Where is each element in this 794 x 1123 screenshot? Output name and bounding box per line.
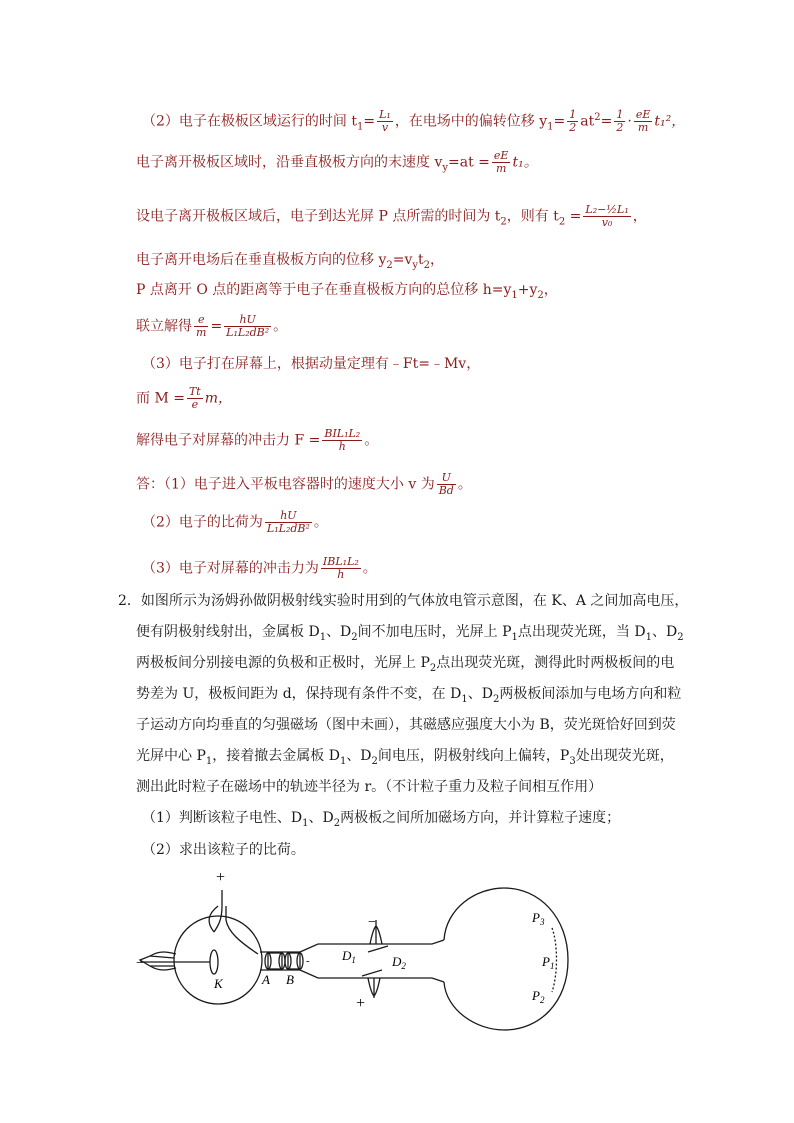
text: ，	[430, 252, 445, 268]
text: 。	[313, 514, 328, 531]
sub: 1	[319, 631, 327, 643]
sub: y	[412, 259, 419, 271]
text: ，在电场中的偏转位移 y	[394, 113, 548, 130]
left-neck	[140, 956, 174, 966]
numerator: e	[197, 313, 205, 326]
text: 便有阴极射线射出，金属板 D	[136, 624, 320, 640]
label-D2	[391, 954, 406, 971]
text: 如图所示为汤姆孙做阴极射线实验时用到的气体放电管示意图，在 K、A 之间加高电压，	[140, 593, 689, 609]
numerator: L₁	[379, 108, 391, 122]
sub: 3	[569, 755, 576, 767]
plus-bottom-label: +	[356, 995, 366, 1012]
denominator: v₀	[583, 216, 630, 229]
text: t₁。	[512, 154, 538, 171]
sub: 2	[333, 817, 341, 829]
denominator: v	[377, 121, 393, 134]
sub: 1	[356, 121, 364, 133]
text: =	[600, 113, 613, 130]
denominator: L₁L₂dB²	[226, 326, 270, 339]
text: 设电子离开极板区域后，电子到达光屏 P 点所需的时间为 t	[136, 208, 501, 225]
numerator: BIL₁L₂	[324, 427, 361, 440]
text: t₁²，	[654, 113, 686, 130]
text: 、D	[346, 748, 372, 764]
sub: 1	[339, 755, 347, 767]
sub: 2	[558, 216, 566, 228]
P1-main: P	[542, 954, 550, 969]
sub: 2	[423, 259, 431, 271]
sub: y	[442, 162, 449, 174]
text: 点出现荧光斑，当 D	[517, 624, 646, 640]
text: ，	[543, 282, 558, 298]
text: =v	[392, 252, 413, 268]
label-P2	[531, 988, 545, 1005]
text: ，接着撤去金属板 D	[212, 748, 340, 764]
numerator: hU	[280, 509, 297, 522]
text: =at =	[448, 154, 490, 171]
numerator: eE	[493, 149, 509, 162]
label-D1	[341, 948, 356, 965]
plus-top-label: +	[216, 869, 226, 886]
numerator: eE	[635, 108, 651, 122]
label-K: K	[214, 976, 223, 991]
denominator: 2	[616, 121, 624, 135]
P1-sub: 1	[549, 961, 555, 971]
text: =	[553, 113, 566, 130]
denominator: e	[187, 398, 203, 411]
text: ，则有 t	[506, 208, 559, 225]
label-A: A	[262, 972, 270, 987]
text: 两极板之间所加磁场方向，并计算粒子速度；	[340, 810, 621, 826]
text: （2）电子的比荷为	[142, 514, 263, 531]
numerator: L₂−½L₁	[585, 203, 629, 216]
deflect-tube-bottom	[300, 970, 444, 982]
text: +y	[517, 282, 538, 298]
denominator: h	[322, 440, 362, 453]
text: 。	[362, 560, 377, 577]
plate-D1	[368, 946, 388, 952]
text: t	[418, 252, 424, 268]
fluorescent-screen	[549, 928, 557, 992]
text: 、D	[467, 686, 493, 702]
text: 测出此时粒子在磁场中的轨迹半径为 r。（不计粒子重力及粒子间相互作用）	[136, 779, 603, 795]
text: 间电压，阴极射线向上偏转，P	[377, 748, 570, 764]
label-B: B	[286, 972, 294, 987]
left-neck-top	[150, 952, 176, 956]
sub: 2	[537, 289, 544, 301]
label-P3	[531, 910, 545, 927]
numerator: 1	[616, 108, 624, 122]
text: P 点离开 O 点的距离等于电子在垂直极板方向的总位移 h=y	[136, 282, 512, 298]
P2-sub: 2	[539, 995, 545, 1005]
sub: 2	[429, 662, 437, 674]
sub: 2	[677, 631, 684, 643]
text: 、D	[308, 810, 334, 826]
text: m，	[204, 390, 233, 407]
text: 。	[457, 476, 472, 493]
text: 。	[364, 432, 379, 449]
sub: 1	[645, 631, 652, 643]
P3-sub: 3	[539, 917, 545, 927]
denominator: h	[321, 568, 361, 581]
text: 光屏中心 P	[136, 748, 206, 764]
text: 电子离开电场后在垂直极板方向的位移 y	[136, 252, 387, 268]
text: 答：（1）电子进入平板电容器时的速度大小 v 为	[136, 476, 435, 493]
anode-wire	[214, 890, 222, 932]
text: =	[363, 113, 376, 130]
text: at	[580, 113, 595, 130]
sub: 1	[511, 631, 518, 643]
text: （2）求出该粒子的比荷。	[142, 842, 305, 858]
sub: 1	[461, 693, 468, 705]
text: （1）判断该粒子电性、D	[142, 810, 303, 826]
text: ，	[632, 208, 647, 225]
text: 间不加电压时，光屏上 P	[357, 624, 512, 640]
minus-small-label: -	[306, 955, 310, 967]
sub: 1	[205, 755, 213, 767]
sub: 2	[351, 631, 358, 643]
problem-number: 2．	[118, 593, 141, 609]
sub: 1	[511, 289, 518, 301]
denominator: 2	[569, 121, 577, 135]
sub: 2	[386, 259, 393, 271]
sub: 1	[547, 121, 554, 133]
text: （3）电子打在屏幕上，根据动量定理有﹣Ft=﹣Mv，	[142, 356, 481, 372]
text: 点出现荧光斑，测得此时两极板间的电	[436, 655, 675, 671]
cathode-disc	[210, 950, 218, 974]
sup: 2	[594, 112, 601, 123]
text: 子运动方向均垂直的匀强磁场（图中未画），其磁感应强度大小为 B，荧光斑恰好回到荧	[136, 717, 676, 733]
plate-D2	[362, 970, 382, 976]
text: 、D	[326, 624, 352, 640]
label-P1	[541, 954, 554, 971]
denominator: m	[196, 326, 207, 339]
D1-main: D	[342, 948, 352, 963]
anode-wire-2	[226, 906, 258, 954]
denominator: m	[492, 162, 511, 175]
text: =	[565, 208, 582, 225]
D2-sub: 2	[401, 961, 406, 971]
text: （3）电子对屏幕的冲击力为	[142, 560, 319, 577]
minus-left-label: −	[136, 956, 144, 971]
text: 势差为 U，极板间距为 d，保持现有条件不变，在 D	[136, 686, 462, 702]
text: 两极板间分别接电源的负极和正极时，光屏上 P	[136, 655, 430, 671]
D1-sub: 1	[351, 955, 356, 965]
denominator: L₁L₂dB²	[266, 522, 310, 535]
text: =	[210, 318, 223, 335]
sub: 2	[500, 216, 507, 228]
sub: 2	[371, 755, 378, 767]
text: 联立解得	[136, 318, 192, 335]
numerator: hU	[239, 313, 256, 326]
sub: 1	[302, 817, 309, 829]
P2-main: P	[532, 988, 540, 1003]
text: 。	[273, 318, 288, 335]
numerator: 1	[569, 108, 577, 122]
text: 、D	[651, 624, 678, 640]
P3-main: P	[532, 910, 540, 925]
minus-plate-label: −	[368, 915, 376, 930]
text: 处出现荧光斑，	[575, 748, 674, 764]
text: 两极板间添加与电场方向和粒	[499, 686, 682, 702]
denominator: Bd	[438, 484, 454, 497]
text: 电子离开极板区域时，沿垂直极板方向的末速度 v	[136, 154, 443, 171]
numerator: Tt	[188, 385, 201, 398]
numerator: IBL₁L₂	[322, 555, 359, 568]
text: 解得电子对屏幕的冲击力 F =	[136, 432, 321, 449]
text: （2）电子在极板区域运行的时间 t	[142, 113, 357, 130]
denominator: m	[634, 121, 653, 134]
text: ·	[627, 113, 632, 130]
numerator: U	[441, 471, 451, 484]
D2-main: D	[392, 954, 402, 969]
sub: 2	[492, 693, 500, 705]
text: 而 M =	[136, 390, 185, 407]
